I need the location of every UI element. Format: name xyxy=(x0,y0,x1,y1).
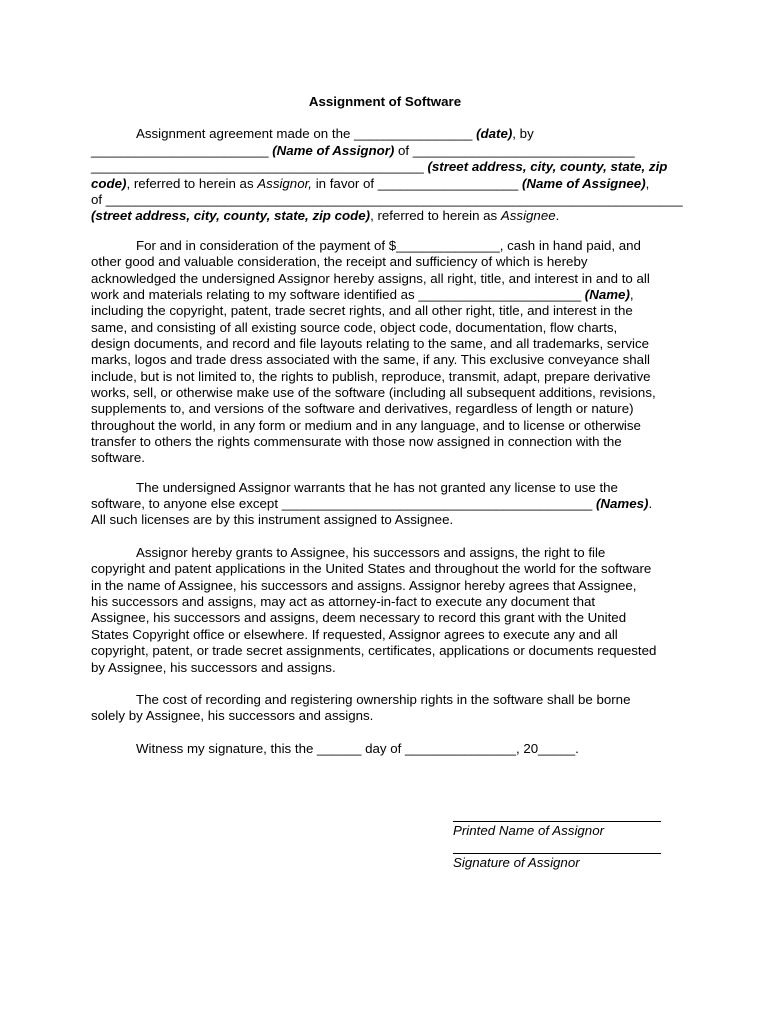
para1-line-10: works, sell, or otherwise make use of the software (including all subsequent additions, revisions, xyxy=(91,385,656,400)
opening-line-2: ________________________ (Name of Assignor) of ______________________________ xyxy=(91,143,635,158)
para1-line-5: including the copyright, patent, trade secret rights, and all other right, title, and interest in the xyxy=(91,303,633,318)
para1-line-3: acknowledged the undersigned Assignor hereby assigns, all right, title, and interest in and to all xyxy=(91,271,650,286)
para1-line-7: design documents, and record and file layouts relating to the same, and all trademarks, service xyxy=(91,336,650,351)
para1-line-1: For and in consideration of the payment of $______________, cash in hand paid, and xyxy=(136,238,641,253)
para2-line-1: The undersigned Assignor warrants that he has not granted any license to use the xyxy=(136,480,618,495)
para1-line-14: software. xyxy=(91,450,145,465)
opening-line-3: _____________________________________________ (street address, city, county, state, zip xyxy=(91,159,668,174)
para4-line-1: The cost of recording and registering ownership rights in the software shall be borne xyxy=(136,692,631,707)
para3-line-7: copyright, patent, or trade secret assignments, certificates, applications or documents requested xyxy=(91,643,657,658)
para1-line-2: other good and valuable consideration, the receipt and sufficiency of which is hereby xyxy=(91,254,588,269)
para3-line-8: by Assignee, his successors and assigns. xyxy=(91,660,336,675)
opening-line-4: code), referred to herein as Assignor, in favor of ___________________ (Name of Assignee), xyxy=(91,176,650,191)
para4-line-2: solely by Assignee, his successors and assigns. xyxy=(91,708,374,723)
opening-line-5: of ______________________________________________________________________________ xyxy=(91,192,683,207)
para2-line-2: software, to anyone else except __________________________________________ (Names). xyxy=(91,496,653,511)
signature-line xyxy=(453,853,661,854)
para3-line-3: in the name of Assignee, his successors and assigns. Assignor hereby agrees that Assignee, xyxy=(91,578,637,593)
document-title: Assignment of Software xyxy=(308,94,462,109)
para1-line-13: transfer to others the rights commensurate with those now assigned in connection with the xyxy=(91,434,622,449)
para2-line-3: All such licenses are by this instrument assigned to Assignee. xyxy=(91,512,454,527)
para1-line-6: same, and consisting of all existing source code, object code, documentation, flow charts, xyxy=(91,320,618,335)
para1-line-12: throughout the world, in any form or medium and in any language, and to license or otherwise xyxy=(91,418,641,433)
witness-line: Witness my signature, this the ______ day of _______________, 20_____. xyxy=(136,741,579,756)
para3-line-6: States Copyright office or elsewhere. If requested, Assignor agrees to execute any and all xyxy=(91,627,618,642)
para3-line-5: Assignee, his successors and assigns, deem necessary to record this grant with the United xyxy=(91,610,627,625)
printed-name-label: Printed Name of Assignor xyxy=(453,823,605,838)
para1-line-8: marks, logos and trade dress associated with the same, if any. This exclusive conveyance shall xyxy=(91,352,650,367)
opening-line-1: Assignment agreement made on the ________________ (date), by xyxy=(136,126,534,141)
para3-line-2: copyright and patent applications in the United States and throughout the world for the software xyxy=(91,561,652,576)
printed-name-signature-line xyxy=(453,821,661,822)
para1-line-9: include, but is not limited to, the rights to publish, reproduce, transmit, adapt, prepare derivative xyxy=(91,369,651,384)
para3-line-1: Assignor hereby grants to Assignee, his successors and assigns, the right to file xyxy=(136,545,606,560)
signature-label: Signature of Assignor xyxy=(453,855,580,870)
para1-line-4: work and materials relating to my software identified as ______________________ (Name), xyxy=(91,287,634,302)
opening-line-6: (street address, city, county, state, zip code), referred to herein as Assignee. xyxy=(91,208,560,223)
para1-line-11: supplements to, and versions of the software and derivatives, regardless of length or nature) xyxy=(91,401,634,416)
para3-line-4: his successors and assigns, may act as attorney-in-fact to execute any document that xyxy=(91,594,596,609)
